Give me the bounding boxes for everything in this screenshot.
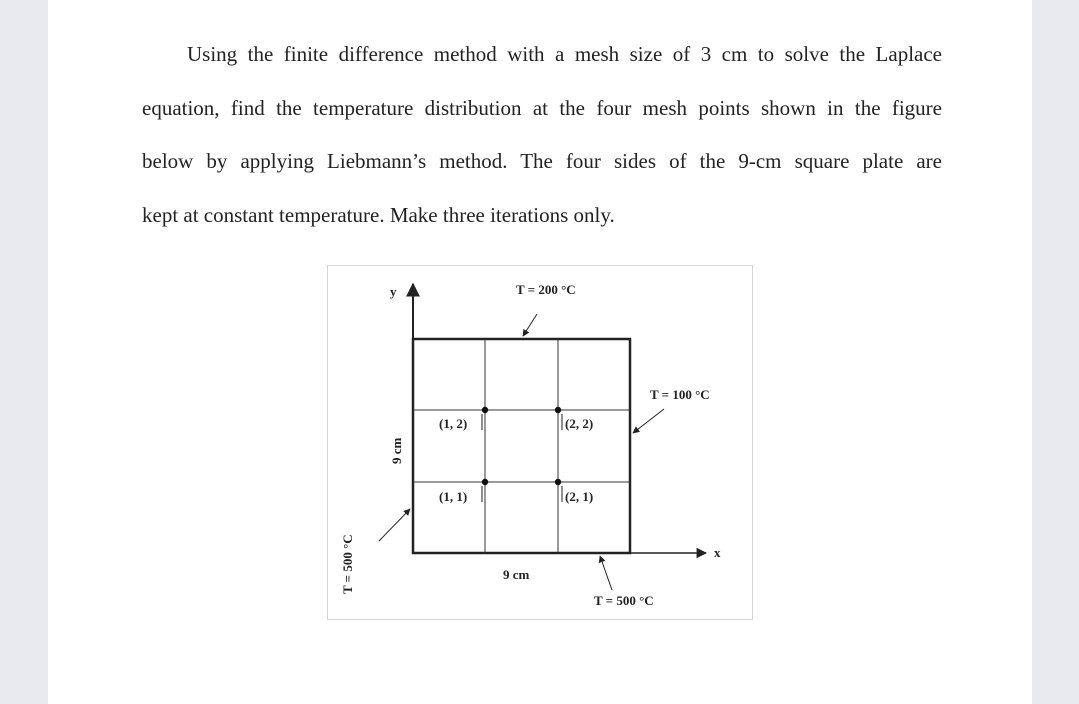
problem-line: below by applying Liebmann’s method. The four sides of the 9-cm square plate are [142, 149, 942, 173]
mesh-node-1-2 [482, 407, 488, 413]
problem-line: kept at constant temperature. Make three iterations only. [142, 202, 615, 227]
node-label-1-1: (1, 1) [439, 489, 468, 504]
x-axis-label: x [714, 545, 721, 560]
problem-line: Using the finite difference method with a mesh size of 3 cm to solve the Laplace [187, 42, 942, 66]
bottom-temperature-arrow [600, 556, 612, 590]
left-temperature-arrow [379, 509, 410, 541]
node-label-2-2: (2, 2) [565, 416, 594, 431]
plate-figure [327, 265, 753, 620]
top-temperature-arrow [523, 314, 537, 336]
mesh-node-1-1 [482, 479, 488, 485]
y-axis-label: y [390, 284, 397, 299]
problem-statement [142, 28, 942, 242]
height-dimension-label: 9 cm [389, 437, 404, 464]
plate-outline [413, 339, 630, 553]
top-temperature-label: T = 200 °C [516, 282, 576, 297]
width-dimension-label: 9 cm [503, 567, 530, 582]
node-label-1-2: (1, 2) [439, 416, 468, 431]
node-label-2-1: (2, 1) [565, 489, 594, 504]
mesh-node-2-1 [555, 479, 561, 485]
right-temperature-label: T = 100 °C [650, 387, 710, 402]
mesh-node-2-2 [555, 407, 561, 413]
bottom-temperature-label: T = 500 °C [594, 593, 654, 608]
problem-line: equation, find the temperature distribution at the four mesh points shown in the figure [142, 95, 942, 120]
plate-diagram [328, 266, 752, 619]
right-temperature-arrow [633, 409, 664, 433]
left-temperature-label: T = 500 °C [340, 534, 355, 594]
